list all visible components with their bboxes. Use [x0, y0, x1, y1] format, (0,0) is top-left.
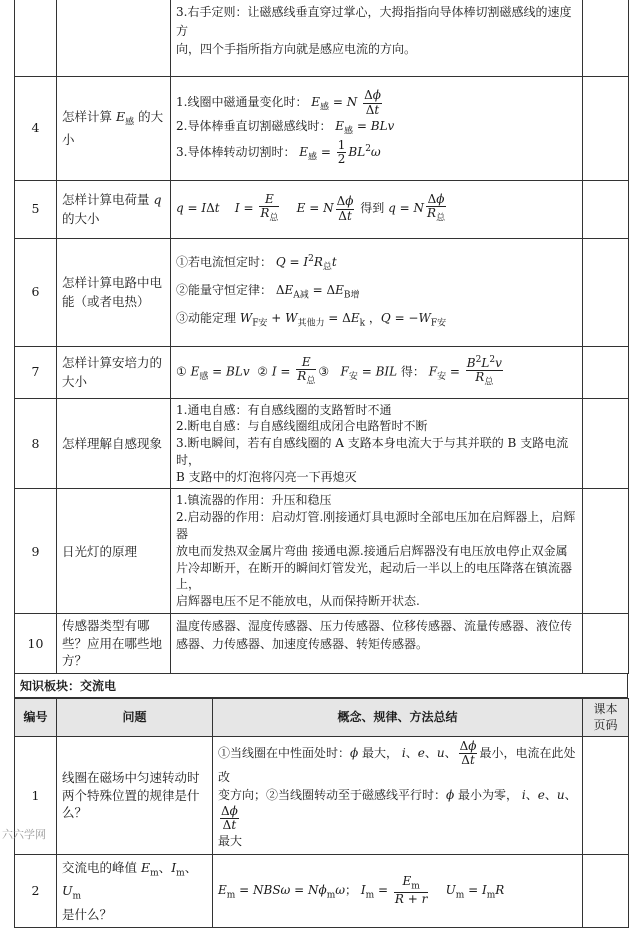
question-cell: 传感器类型有哪 些？应用在哪些地 方？ [57, 614, 171, 674]
document-page [14, 0, 628, 928]
formula-cell: ①若电流恒定时： $Q = I^2R_总t$ ②能量守恒定律： $\Delta E_{A减} = \Delta E_{B增}$ ③动能定理 $W_{F安} + W_{其他力} = \Delta E_k$ ，$Q = -W_{F安}$ [171, 238, 583, 346]
table-row [15, 238, 629, 346]
row-number: 7 [15, 346, 57, 398]
question-cell: 怎样计算电荷量 q 的大小 [57, 180, 171, 238]
question-cell: 怎样理解自感现象 [57, 398, 171, 489]
row-number: 9 [15, 489, 57, 614]
formula-cell: ① $E_感$ = BLv ② I = $\frac{E}{R_总}$ ③ $F_安$ = BIL 得： $F_安$ = $\frac{B^2L^2v}{R_总}$ [171, 346, 583, 398]
section-title: 知识板块：交流电 [14, 674, 628, 698]
table-row [15, 489, 629, 614]
row-number: 1 [15, 737, 57, 855]
question-cell: 日光灯的原理 [57, 489, 171, 614]
formula-cell: 1.线圈中磁通量变化时： $E_感 = N$ $\frac{\Delta\phi}{\Delta t}$ 2.导体棒垂直切割磁感线时： $E_感$ = BLv 3.导体棒转动切割时： $E_感$ = $\frac{1}{2}$ $BL^2\omega$ [171, 76, 583, 180]
column-header: 概念、规律、方法总结 [213, 699, 583, 737]
column-header: 问题 [57, 699, 213, 737]
row-number: 4 [15, 76, 57, 180]
question-cell: 怎样计算 $E_感$ 的大 小 [57, 76, 171, 180]
concept-cell: ①当线圈在中性面处时：ϕ 最大， i、e、u、 $\frac{\Delta\phi}{\Delta t}$ 最小，电流在此处改 变方向；②当线圈转动至于磁感线平行时：ϕ 最小为零， i、e、u、 $\frac{\Delta\phi}{\Delta t}$ 最大 [213, 737, 583, 855]
question-cell: 线圈在磁场中匀速转动时 两个特殊位置的规律是什 么？ [57, 737, 213, 855]
question-cell: 怎样计算安培力的 大小 [57, 346, 171, 398]
table-row [15, 76, 629, 180]
row-number: 5 [15, 180, 57, 238]
table-header-row [15, 699, 629, 737]
summary-table-top [14, 0, 629, 674]
right-hand-rule-cell: 3.右手定则：让磁感线垂直穿过掌心，大拇指指向导体棒切割磁感线的速度方 向，四个手指所指方向就是感应电流的方向。 [171, 0, 583, 76]
concept-cell: 1.通电自感：有自感线圈的支路暂时不通 2.断电自感：与自感线圈组成闭合电路暂时不断 3.断电瞬间，若有自感线圈的 A 支路本身电流大于与其并联的 B 支路电流时， B 支路中的灯泡将闪亮一下再熄灭 [171, 398, 583, 489]
table-row [15, 0, 629, 76]
concept-cell: 温度传感器、湿度传感器、压力传感器、位移传感器、流量传感器、液位传 感器、力传感器、加速度传感器、转矩传感器。 [171, 614, 583, 674]
row-number: 8 [15, 398, 57, 489]
formula-cell: q = IΔt I = $\frac{E}{R_总}$ E = N $\frac{\Delta\phi}{\Delta t}$ 得到 q = N $\frac{\Delta\phi}{R_总}$ [171, 180, 583, 238]
row-number: 10 [15, 614, 57, 674]
table-row [15, 180, 629, 238]
table-row [15, 737, 629, 855]
row-number: 6 [15, 238, 57, 346]
table-row [15, 854, 629, 927]
watermark: 六六学网 [2, 828, 46, 841]
column-header: 课本 页码 [583, 699, 629, 737]
row-number: 2 [15, 854, 57, 927]
table-row [15, 398, 629, 489]
question-cell: 交流电的峰值 $E_m$、$I_m$、$U_m$ 是什么？ [57, 854, 213, 927]
table-row [15, 614, 629, 674]
column-header: 编号 [15, 699, 57, 737]
formula-cell: $E_m = NBS\omega = N\phi_m\omega$； $I_m$ = $\frac{E_m}{R + r}$ $U_m = I_mR$ [213, 854, 583, 927]
concept-cell: 1.镇流器的作用：升压和稳压 2.启动器的作用：启动灯管.刚接通灯具电源时全部电压加在启辉器上，启辉器 放电而发热双金属片弯曲 接通电源.接通后启辉器没有电压放电停止双金属 片冷却断开，在断开的瞬间灯管发光，起动后一半以上的电压降落在镇流器上， 启辉器电压不足不能放电，从而保持断开状态. [171, 489, 583, 614]
table-row [15, 346, 629, 398]
question-cell: 怎样计算电路中电 能（或者电热） [57, 238, 171, 346]
summary-table-ac [14, 698, 629, 928]
